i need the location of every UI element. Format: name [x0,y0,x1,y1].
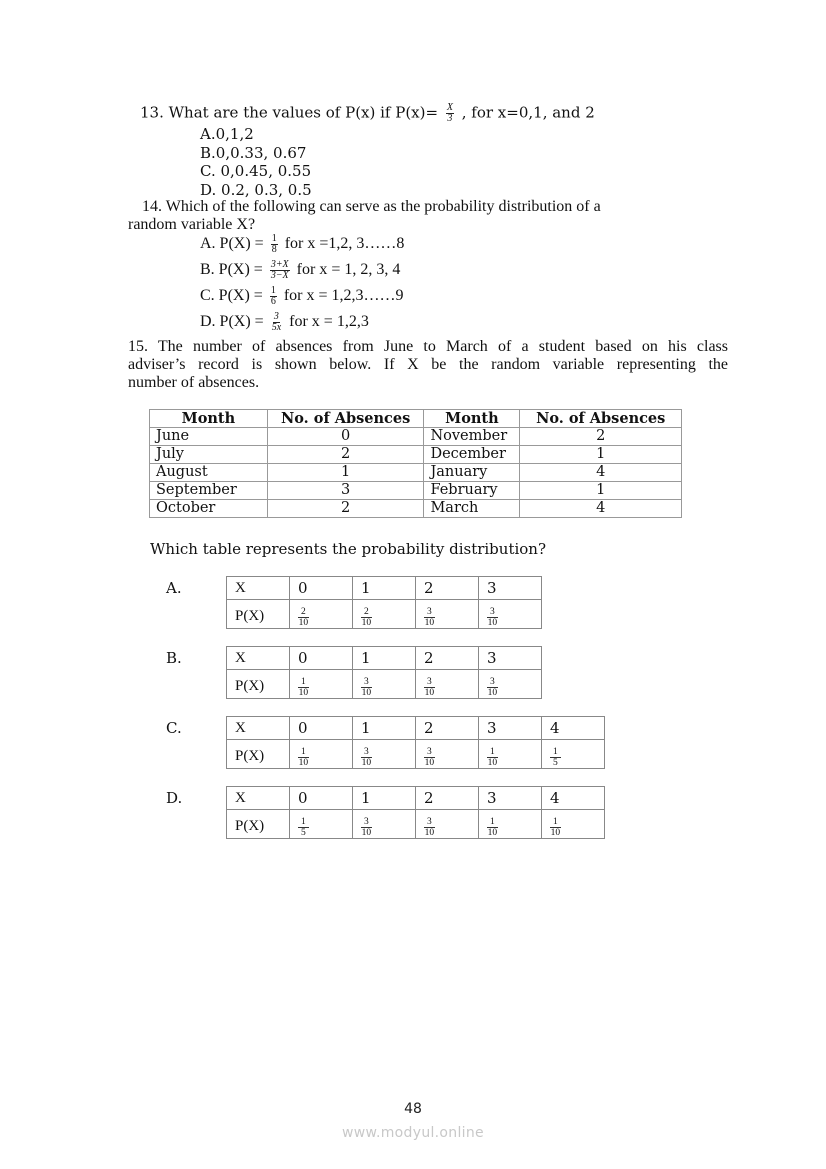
x-value: 3 [479,647,542,670]
probability-fraction [361,607,372,628]
p-label: P(X) [235,678,265,694]
probability-cell [353,810,416,839]
question-14-line-2: random variable X? [128,216,256,233]
question-13 [140,103,595,124]
probability-row [227,740,605,769]
fraction-numerator: 1 [270,285,276,296]
fraction-numerator: 3 [361,817,372,828]
probability-row [227,600,542,629]
probability-fraction [424,747,435,768]
probability-cell [290,670,353,699]
fraction-denominator: 10 [298,618,309,628]
x-value: 1 [353,717,416,740]
fraction-numerator: 3 [424,677,435,688]
fraction-numerator: 1 [298,677,309,688]
probability-cell [542,740,605,769]
x-value: 2 [416,717,479,740]
month-cell: September [150,482,268,500]
x-value: 0 [290,647,353,670]
x-value: 4 [542,717,605,740]
question-15-prompt: Which table represents the probability distribution? [150,540,547,558]
fraction-numerator: 2 [361,607,372,618]
option-13-b: B.0,0.33, 0.67 [200,143,307,162]
probability-fraction [361,747,372,768]
absences-cell: 1 [267,464,424,482]
option-range: for x = 1, 2, 3, 4 [296,261,401,279]
x-value: 3 [479,787,542,810]
fraction-denominator: 6 [270,296,276,307]
distribution-table-d [226,786,605,839]
table-row [150,500,682,518]
fraction-denominator: 10 [424,618,435,628]
month-cell: March [424,500,520,518]
absences-cell: 2 [267,500,424,518]
fraction-denominator: 10 [487,688,498,698]
month-cell: October [150,500,268,518]
fraction-denominator: 5 [301,828,306,838]
probability-cell [290,810,353,839]
fraction-numerator: 2 [298,607,309,618]
x-value: 4 [542,787,605,810]
fraction-denominator: 5 [553,758,558,768]
probability-fraction [298,607,309,628]
fraction-denominator: 10 [487,758,498,768]
fraction-numerator: 3 [487,677,498,688]
probability-cell [416,740,479,769]
fraction-numerator: 3 [424,817,435,828]
probability-cell [416,810,479,839]
probability-fraction [361,817,372,838]
fraction-denominator: 10 [487,828,498,838]
fraction-x-over-3 [446,103,454,124]
x-row [227,647,542,670]
p-label-cell [227,740,290,769]
fraction [270,286,277,307]
absences-cell: 3 [267,482,424,500]
fraction-numerator: 1 [271,233,277,244]
absences-cell: 2 [520,428,682,446]
question-15-line-3: number of absences. [128,374,260,391]
page-number: 48 [404,1101,422,1117]
option-label: B. P(X) = [200,261,263,279]
header-month: Month [150,410,268,428]
probability-cell [479,740,542,769]
probability-fraction [361,677,372,698]
fraction [270,260,290,281]
probability-fraction [424,817,435,838]
absences-cell: 0 [267,428,424,446]
fraction-denominator: 10 [424,758,435,768]
fraction-denominator: 3 [447,113,453,124]
fraction-numerator: 1 [550,747,561,758]
month-cell: June [150,428,268,446]
probability-fraction [550,747,561,768]
option-range: for x = 1,2,3……9 [283,287,404,305]
option-label: D. P(X) = [200,313,264,331]
month-cell: February [424,482,520,500]
probability-fraction [487,817,498,838]
x-label: X [227,577,290,600]
choice-letter: C. [166,719,182,737]
option-14-d [200,312,369,333]
fraction-denominator: 10 [487,618,498,628]
distribution-table-c [226,716,605,769]
option-range: for x =1,2, 3……8 [284,235,405,253]
month-cell: August [150,464,268,482]
distribution-table-a [226,576,542,629]
fraction-numerator: 3 [361,677,372,688]
p-label: P(X) [235,818,265,834]
probability-fraction [487,747,498,768]
header-month: Month [424,410,520,428]
fraction-numerator: 3 [424,607,435,618]
fraction-numerator: 1 [298,747,309,758]
table-row [150,428,682,446]
option-13-a: A.0,1,2 [200,125,254,143]
x-value: 0 [290,577,353,600]
question-13-prefix: 13. What are the values of P(x) if P(x)= [140,103,439,122]
probability-row [227,670,542,699]
option-range: for x = 1,2,3 [289,313,369,331]
fraction-numerator: 3 [361,747,372,758]
choice-letter: A. [166,579,182,597]
website-watermark: www.modyul.online [342,1125,484,1141]
probability-cell [416,600,479,629]
probability-cell [542,810,605,839]
fraction-numerator: X [446,102,453,113]
probability-fraction [298,747,309,768]
x-value: 3 [479,717,542,740]
x-value: 2 [416,577,479,600]
fraction-denominator: 10 [361,688,372,698]
fraction-numerator: 3 [273,311,279,322]
fraction-numerator: 1 [487,817,498,828]
option-label: C. P(X) = [200,287,263,305]
option-label: A. P(X) = [200,235,264,253]
distribution-table-b [226,646,542,699]
fraction-numerator: 3+X [270,259,289,270]
fraction-denominator: 10 [361,758,372,768]
probability-fraction [298,677,309,698]
x-value: 1 [353,787,416,810]
table-row [150,446,682,464]
absences-cell: 1 [520,446,682,464]
probability-fraction [487,677,498,698]
probability-cell [416,670,479,699]
probability-cell [479,670,542,699]
fraction-denominator: 10 [298,758,309,768]
fraction-numerator: 1 [550,817,561,828]
fraction-denominator: 10 [361,618,372,628]
x-value: 0 [290,717,353,740]
probability-fraction [487,607,498,628]
probability-cell [353,670,416,699]
fraction [271,234,278,255]
probability-cell [353,600,416,629]
probability-fraction [550,817,561,838]
x-value: 0 [290,787,353,810]
absences-cell: 2 [267,446,424,464]
option-14-c [200,286,404,307]
month-cell: January [424,464,520,482]
absences-cell: 1 [520,482,682,500]
question-15-line-2: adviser’s record is shown below. If X be the random variable representing the [128,356,728,373]
fraction-denominator: 5x [271,322,282,333]
p-label: P(X) [235,748,265,764]
x-value: 2 [416,647,479,670]
fraction-denominator: 10 [361,828,372,838]
p-label: P(X) [235,608,265,624]
header-absences: No. of Absences [520,410,682,428]
probability-fraction [424,677,435,698]
probability-fraction [298,817,309,838]
p-label-cell [227,670,290,699]
fraction-denominator: 10 [298,688,309,698]
header-absences: No. of Absences [267,410,424,428]
absences-table [149,409,682,518]
month-cell: December [424,446,520,464]
x-value: 2 [416,787,479,810]
fraction-numerator: 3 [424,747,435,758]
probability-cell [353,740,416,769]
table-row [150,482,682,500]
fraction-denominator: 10 [550,828,561,838]
choice-letter: D. [166,789,183,807]
p-label-cell [227,600,290,629]
choice-letter: B. [166,649,182,667]
option-13-d: D. 0.2, 0.3, 0.5 [200,180,312,199]
probability-row [227,810,605,839]
absences-table-header [150,410,682,428]
month-cell: July [150,446,268,464]
table-row [150,464,682,482]
absences-cell: 4 [520,464,682,482]
probability-cell [479,600,542,629]
probability-fraction [424,607,435,628]
fraction-denominator: 3−X [270,270,289,281]
x-row [227,577,542,600]
x-label: X [227,717,290,740]
x-label: X [227,647,290,670]
question-13-options [200,125,312,199]
question-13-suffix: , for x=0,1, and 2 [461,103,595,122]
probability-cell [290,600,353,629]
x-value: 1 [353,577,416,600]
probability-cell [479,810,542,839]
option-14-b [200,260,400,281]
fraction-denominator: 10 [424,828,435,838]
x-label: X [227,787,290,810]
p-label-cell [227,810,290,839]
option-13-c: C. 0,0.45, 0.55 [200,162,312,180]
fraction-denominator: 8 [271,244,277,255]
fraction [271,312,282,333]
option-14-a [200,234,404,255]
x-value: 3 [479,577,542,600]
absences-cell: 4 [520,500,682,518]
fraction-numerator: 1 [298,817,309,828]
month-cell: November [424,428,520,446]
x-row [227,787,605,810]
x-row [227,717,605,740]
fraction-denominator: 10 [424,688,435,698]
question-14-line-1: 14. Which of the following can serve as the probability distribution of a [142,198,601,215]
x-value: 1 [353,647,416,670]
question-15-line-1: 15. The number of absences from June to March of a student based on his class [128,338,728,355]
probability-cell [290,740,353,769]
fraction-numerator: 3 [487,607,498,618]
fraction-numerator: 1 [487,747,498,758]
